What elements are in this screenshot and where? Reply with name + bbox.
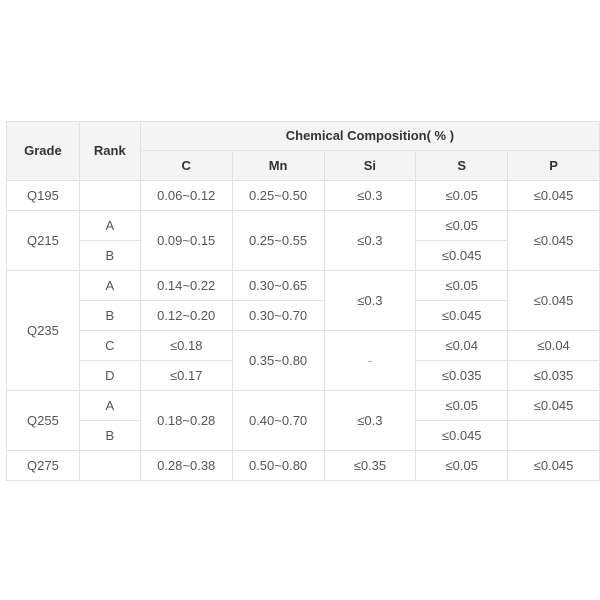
header-rank: Rank bbox=[79, 122, 140, 181]
cell-rank: B bbox=[79, 301, 140, 331]
cell-c: 0.12~0.20 bbox=[140, 301, 232, 331]
cell-c: ≤0.18 bbox=[140, 331, 232, 361]
cell-p: ≤0.045 bbox=[508, 211, 600, 271]
header-mn: Mn bbox=[232, 151, 324, 181]
cell-s: ≤0.045 bbox=[416, 421, 508, 451]
cell-s: ≤0.035 bbox=[416, 361, 508, 391]
header-s: S bbox=[416, 151, 508, 181]
cell-p: ≤0.045 bbox=[508, 271, 600, 331]
header-grade: Grade bbox=[7, 122, 80, 181]
cell-rank: A bbox=[79, 211, 140, 241]
cell-si: ≤0.35 bbox=[324, 451, 416, 481]
cell-mn: 0.35~0.80 bbox=[232, 331, 324, 391]
header-si: Si bbox=[324, 151, 416, 181]
cell-grade: Q275 bbox=[7, 451, 80, 481]
cell-s: ≤0.05 bbox=[416, 211, 508, 241]
table-row-q235-c bbox=[7, 331, 600, 361]
cell-p bbox=[508, 421, 600, 451]
cell-s: ≤0.05 bbox=[416, 391, 508, 421]
cell-rank: D bbox=[79, 361, 140, 391]
cell-s: ≤0.05 bbox=[416, 271, 508, 301]
cell-p: ≤0.04 bbox=[508, 331, 600, 361]
cell-si: ≤0.3 bbox=[324, 211, 416, 271]
cell-rank: C bbox=[79, 331, 140, 361]
cell-rank: B bbox=[79, 241, 140, 271]
cell-mn: 0.30~0.65 bbox=[232, 271, 324, 301]
cell-grade: Q235 bbox=[7, 271, 80, 391]
cell-s: ≤0.045 bbox=[416, 301, 508, 331]
cell-si: ≤0.3 bbox=[324, 271, 416, 331]
cell-s: ≤0.045 bbox=[416, 241, 508, 271]
cell-rank: A bbox=[79, 391, 140, 421]
cell-si: ≤0.3 bbox=[324, 181, 416, 211]
cell-rank bbox=[79, 451, 140, 481]
cell-s: ≤0.05 bbox=[416, 451, 508, 481]
table-row-q195 bbox=[7, 181, 600, 211]
cell-p: ≤0.045 bbox=[508, 181, 600, 211]
table-row-q255-a bbox=[7, 391, 600, 421]
cell-c: 0.28~0.38 bbox=[140, 451, 232, 481]
cell-grade: Q215 bbox=[7, 211, 80, 271]
cell-c: 0.06~0.12 bbox=[140, 181, 232, 211]
cell-c: ≤0.17 bbox=[140, 361, 232, 391]
cell-mn: 0.40~0.70 bbox=[232, 391, 324, 451]
header-row bbox=[7, 122, 600, 151]
cell-s: ≤0.04 bbox=[416, 331, 508, 361]
table-row-q215-a bbox=[7, 211, 600, 241]
cell-c: 0.14~0.22 bbox=[140, 271, 232, 301]
cell-mn: 0.25~0.50 bbox=[232, 181, 324, 211]
cell-mn: 0.50~0.80 bbox=[232, 451, 324, 481]
cell-rank bbox=[79, 181, 140, 211]
cell-mn: 0.25~0.55 bbox=[232, 211, 324, 271]
chemical-composition-table bbox=[6, 121, 600, 481]
cell-p: ≤0.045 bbox=[508, 451, 600, 481]
header-c: C bbox=[140, 151, 232, 181]
cell-grade: Q195 bbox=[7, 181, 80, 211]
cell-rank: A bbox=[79, 271, 140, 301]
cell-rank: B bbox=[79, 421, 140, 451]
cell-p: ≤0.045 bbox=[508, 391, 600, 421]
header-chemical-composition: Chemical Composition( % ) bbox=[140, 122, 599, 151]
cell-p: ≤0.035 bbox=[508, 361, 600, 391]
table-row-q235-a bbox=[7, 271, 600, 301]
cell-si: ≤0.3 bbox=[324, 391, 416, 451]
cell-c: 0.18~0.28 bbox=[140, 391, 232, 451]
cell-grade: Q255 bbox=[7, 391, 80, 451]
cell-mn: 0.30~0.70 bbox=[232, 301, 324, 331]
cell-si: - bbox=[324, 331, 416, 391]
header-p: P bbox=[508, 151, 600, 181]
cell-c: 0.09~0.15 bbox=[140, 211, 232, 271]
cell-s: ≤0.05 bbox=[416, 181, 508, 211]
table-row-q275 bbox=[7, 451, 600, 481]
